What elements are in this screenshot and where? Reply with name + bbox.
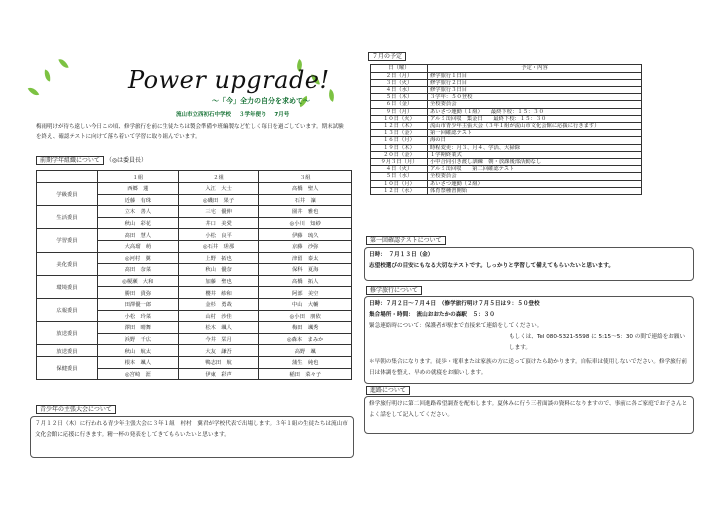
july-row — [371, 101, 642, 108]
committee-member: 上野 拓也 — [178, 252, 259, 264]
test-box — [364, 247, 694, 281]
committee-member: 石井 凜 — [259, 194, 352, 206]
july-date: １０日（月） — [371, 180, 428, 187]
committee-member: 津留 泰太 — [259, 252, 352, 264]
committee-member: 小松 玲菜 — [98, 310, 179, 322]
july-date: ３日（火） — [371, 79, 428, 86]
committee-member: ◎小田 朋依 — [259, 310, 352, 322]
committee-member: ◎宮崎 涯 — [98, 368, 179, 380]
july-row — [371, 173, 642, 180]
committee-row — [37, 345, 352, 357]
committee-member: 蒲生 純也 — [259, 356, 352, 368]
committee-member: 入江 大士 — [178, 183, 259, 195]
test-date: 日時： ７月１３日（金） — [369, 252, 434, 258]
committee-member: 稲田 菜々子 — [259, 368, 352, 380]
july-event: アルミ缶回収 集金日 最終下校：１５：３０ — [428, 115, 642, 122]
committee-member: ◎小川 知紗 — [259, 217, 352, 229]
july-event: 修学旅行３日目 — [428, 86, 642, 93]
july-date: ９月３日（月） — [371, 158, 428, 165]
july-event: あいさつ運動（１組） 最終下校：１５：３０ — [428, 108, 642, 115]
school-line — [176, 110, 289, 118]
july-row — [371, 166, 642, 173]
test-text: 志望校選びの目安にもなる大切なテストです。しっかりと学習して備えてもらいたいと思います。 — [369, 263, 615, 269]
july-date: １０日（火） — [371, 115, 428, 122]
committee-member: 伊東 彩声 — [178, 368, 259, 380]
career-heading-text: 進路について — [366, 386, 410, 395]
committee-member: 秋山 優奈 — [178, 264, 259, 276]
july-row — [371, 144, 642, 151]
committee-table — [36, 170, 352, 380]
committee-member: 秋山 彩花 — [98, 217, 179, 229]
committee-row — [37, 275, 352, 287]
leaf-decoration — [28, 85, 40, 98]
committee-role: 放送委員 — [37, 322, 98, 345]
leaf-decoration — [58, 57, 68, 70]
committee-role: 広報委員 — [37, 298, 98, 321]
leaf-decoration — [43, 69, 52, 81]
committee-member: 大高瑠 萌 — [98, 240, 179, 252]
committee-row — [37, 252, 352, 264]
july-event: 全校委員会 — [428, 173, 642, 180]
committee-role: 美化委員 — [37, 252, 98, 275]
committee-row — [37, 229, 352, 241]
committee-member: ◎河村 翼 — [98, 252, 179, 264]
committee-member: 近藤 有珠 — [98, 194, 179, 206]
committee-member: 根本 颯人 — [98, 356, 179, 368]
test-heading — [366, 236, 446, 246]
july-event: 流山市青少年主張大会（３年１組が流山市文化会館に応援に行きます） — [428, 122, 642, 129]
july-row — [371, 130, 642, 137]
committee-member: 櫻井 紗和 — [178, 287, 259, 299]
school-name: 流山市立西初石中学校 — [176, 112, 232, 118]
committee-member: ◎石井 瑳那 — [178, 240, 259, 252]
committee-member: 大友 謙吾 — [178, 345, 259, 357]
committee-member: 小松 良平 — [178, 229, 259, 241]
july-row — [371, 151, 642, 158]
july-event: あいさつ運動（２組） — [428, 180, 642, 187]
trip-line1: 日時：７月２日〜７月４日 （修学旅行明け７月５日は９：５０登校 — [369, 301, 540, 307]
committee-member: 髙橋 聖人 — [259, 183, 352, 195]
july-event: ３学年：５０登校 — [428, 94, 642, 101]
july-event: 全校委員会 — [428, 101, 642, 108]
july-event: 時程変更：月３、月４、学活、大掃除 — [428, 144, 642, 151]
committee-row — [37, 298, 352, 310]
july-row — [371, 79, 642, 86]
july-date: ４日（火） — [371, 166, 428, 173]
committee-header-row — [37, 171, 352, 183]
july-row — [371, 94, 642, 101]
trip-heading-text: 修学旅行について — [366, 286, 422, 295]
july-date: ２０日（金） — [371, 151, 428, 158]
july-event: 修学旅行１日目 — [428, 72, 642, 79]
trip-box — [364, 296, 694, 384]
committee-role: 放送委員 — [37, 345, 98, 357]
trip-line3: 緊急連絡時について：保護者が駅まで直接来て連絡をしてください。 — [369, 323, 543, 329]
committee-row — [37, 183, 352, 195]
committee-member: 保科 夏海 — [259, 264, 352, 276]
committee-role: 学級委員 — [37, 183, 98, 206]
committee-heading-text: 前期学年組織について — [36, 156, 104, 165]
july-event: 修学旅行２日目 — [428, 79, 642, 86]
trip-line2: 集合場所・時間： 流山おおたかの森駅 ５：３０ — [369, 312, 495, 318]
committee-role: 学習委員 — [37, 229, 98, 252]
july-date: １６日（月） — [371, 137, 428, 144]
july-date: ９日（月） — [371, 108, 428, 115]
committee-member: 澤田 晴舞 — [98, 322, 179, 334]
july-event: 体育祭種習開始 — [428, 187, 642, 194]
committee-member: ◎磯田 果子 — [178, 194, 259, 206]
committee-heading — [36, 156, 147, 166]
youth-heading — [36, 405, 116, 415]
committee-member: 勝田 貴弥 — [98, 287, 179, 299]
july-row — [371, 72, 642, 79]
july-date: １２日（木） — [371, 122, 428, 129]
trip-heading — [366, 286, 422, 296]
july-date: ６日（金） — [371, 101, 428, 108]
committee-member: 松木 颯人 — [178, 322, 259, 334]
career-text: 修学旅行明けに第二回進路希望調査を配布します。夏休みに行う三者面談の資料になりますので、事前に各ご家庭でお子さんとよく話をして記入してください。 — [364, 396, 694, 434]
committee-member: 髙橋 拓人 — [259, 275, 352, 287]
committee-header-class2: ２組 — [178, 171, 259, 183]
july-row — [371, 108, 642, 115]
committee-member: 高野 颯 — [259, 345, 352, 357]
committee-member: 京藤 沙弥 — [259, 240, 352, 252]
july-date: １３日（金） — [371, 130, 428, 137]
youth-heading-text: 青少年の主張大会について — [36, 405, 116, 414]
committee-member: ◎榎瀬 大和 — [98, 275, 179, 287]
committee-member: 立木 善人 — [98, 206, 179, 218]
committee-header-blank — [37, 171, 98, 183]
test-heading-text: 第一回確認テストについて — [366, 236, 446, 245]
committee-member: 山村 沙佳 — [178, 310, 259, 322]
july-date: １９日（木） — [371, 144, 428, 151]
july-heading — [368, 52, 406, 62]
july-date: ２日（月） — [371, 72, 428, 79]
july-row — [371, 158, 642, 165]
july-schedule-table — [370, 64, 642, 195]
committee-header-class1: １組 — [98, 171, 179, 183]
committee-member: 阿部 美空 — [259, 287, 352, 299]
committee-row — [37, 322, 352, 334]
july-heading-text: ７月の予定 — [368, 52, 406, 61]
committee-member: 伊藤 琉久 — [259, 229, 352, 241]
july-header-event: 予定・内容 — [428, 65, 642, 73]
july-header-date: 日（曜） — [371, 65, 428, 73]
committee-member: 髙田 奈菜 — [98, 264, 179, 276]
committee-member: 西郷 蓮 — [98, 183, 179, 195]
committee-note: （◎は委員長） — [105, 157, 148, 164]
grade-label: ３学年便り — [238, 112, 267, 118]
july-date: １２日（水） — [371, 187, 428, 194]
newsletter-subtitle: ～「今」全力の自分を求めて～ — [212, 97, 310, 105]
committee-member: 秋山 航太 — [98, 345, 179, 357]
committee-row — [37, 356, 352, 368]
committee-role: 環境委員 — [37, 275, 98, 298]
trip-line4: もしくは、Tel 080-5321-5598 に 5:15〜5：30 の間で連絡をお願いします。 — [509, 334, 686, 351]
committee-member: 園井 雅也 — [259, 206, 352, 218]
committee-role: 生活委員 — [37, 206, 98, 229]
committee-member: ◎森本 まみか — [259, 333, 352, 345]
youth-text: ７月１２日（木）に行われる青少年主張大会に３年１組 村村 翼君が学校代表で出場します。３年１組の生徒たちは流山市文化会館に応援に行きます。精一杯の発表をしてきてもらいたいと思います。 — [30, 416, 354, 458]
july-event: アルミ缶回収 第二回確認テスト — [428, 166, 642, 173]
july-header-row — [371, 65, 642, 73]
committee-member: 金杉 勇哉 — [178, 298, 259, 310]
july-event: 海の日 — [428, 137, 642, 144]
july-date: ５日（木） — [371, 94, 428, 101]
july-row — [371, 137, 642, 144]
july-date: ５日（水） — [371, 173, 428, 180]
july-row — [371, 187, 642, 194]
july-event: 小中合同引き渡し訓練 朝・放課後部活動なし — [428, 158, 642, 165]
committee-member: 今井 栞月 — [178, 333, 259, 345]
newsletter-title: Power upgrade! — [128, 66, 330, 94]
july-date: ４日（水） — [371, 86, 428, 93]
committee-member: 浜野 千広 — [98, 333, 179, 345]
committee-header-class3: ３組 — [259, 171, 352, 183]
committee-member: 中山 大輔 — [259, 298, 352, 310]
committee-member: 井口 美愛 — [178, 217, 259, 229]
committee-role: 保健委員 — [37, 356, 98, 379]
july-row — [371, 122, 642, 129]
career-heading — [366, 386, 410, 396]
july-row — [371, 86, 642, 93]
july-row — [371, 115, 642, 122]
july-event: 第一回確認テスト — [428, 130, 642, 137]
issue-label: 7月号 — [274, 112, 290, 118]
committee-member: 三宅 優伸 — [178, 206, 259, 218]
intro-paragraph: 梅雨明けが待ち遠しい今日この頃、修学旅行を前に生徒たちは製会準備や班編製など忙しく毎日を過ごしています。期末試験を終え、確認テストに向けて落ち着いて学習に取り組んでいます。 — [36, 124, 344, 140]
committee-row — [37, 206, 352, 218]
july-event: １学期終業式 — [428, 151, 642, 158]
committee-member: 梅田 颯秀 — [259, 322, 352, 334]
july-row — [371, 180, 642, 187]
committee-member: 加藤 聖也 — [178, 275, 259, 287]
committee-member: 鴨志田 航 — [178, 356, 259, 368]
committee-member: 髙田 慧人 — [98, 229, 179, 241]
trip-line5: ＊早朝の集合になります。徒歩・電車または家族の方に送って頂けたら助かります。自転車は使用しないでださい。修学旅行前日は体調を整え、早めの就寝をお願いします。 — [369, 359, 687, 376]
committee-member: 田澤優一郎 — [98, 298, 179, 310]
